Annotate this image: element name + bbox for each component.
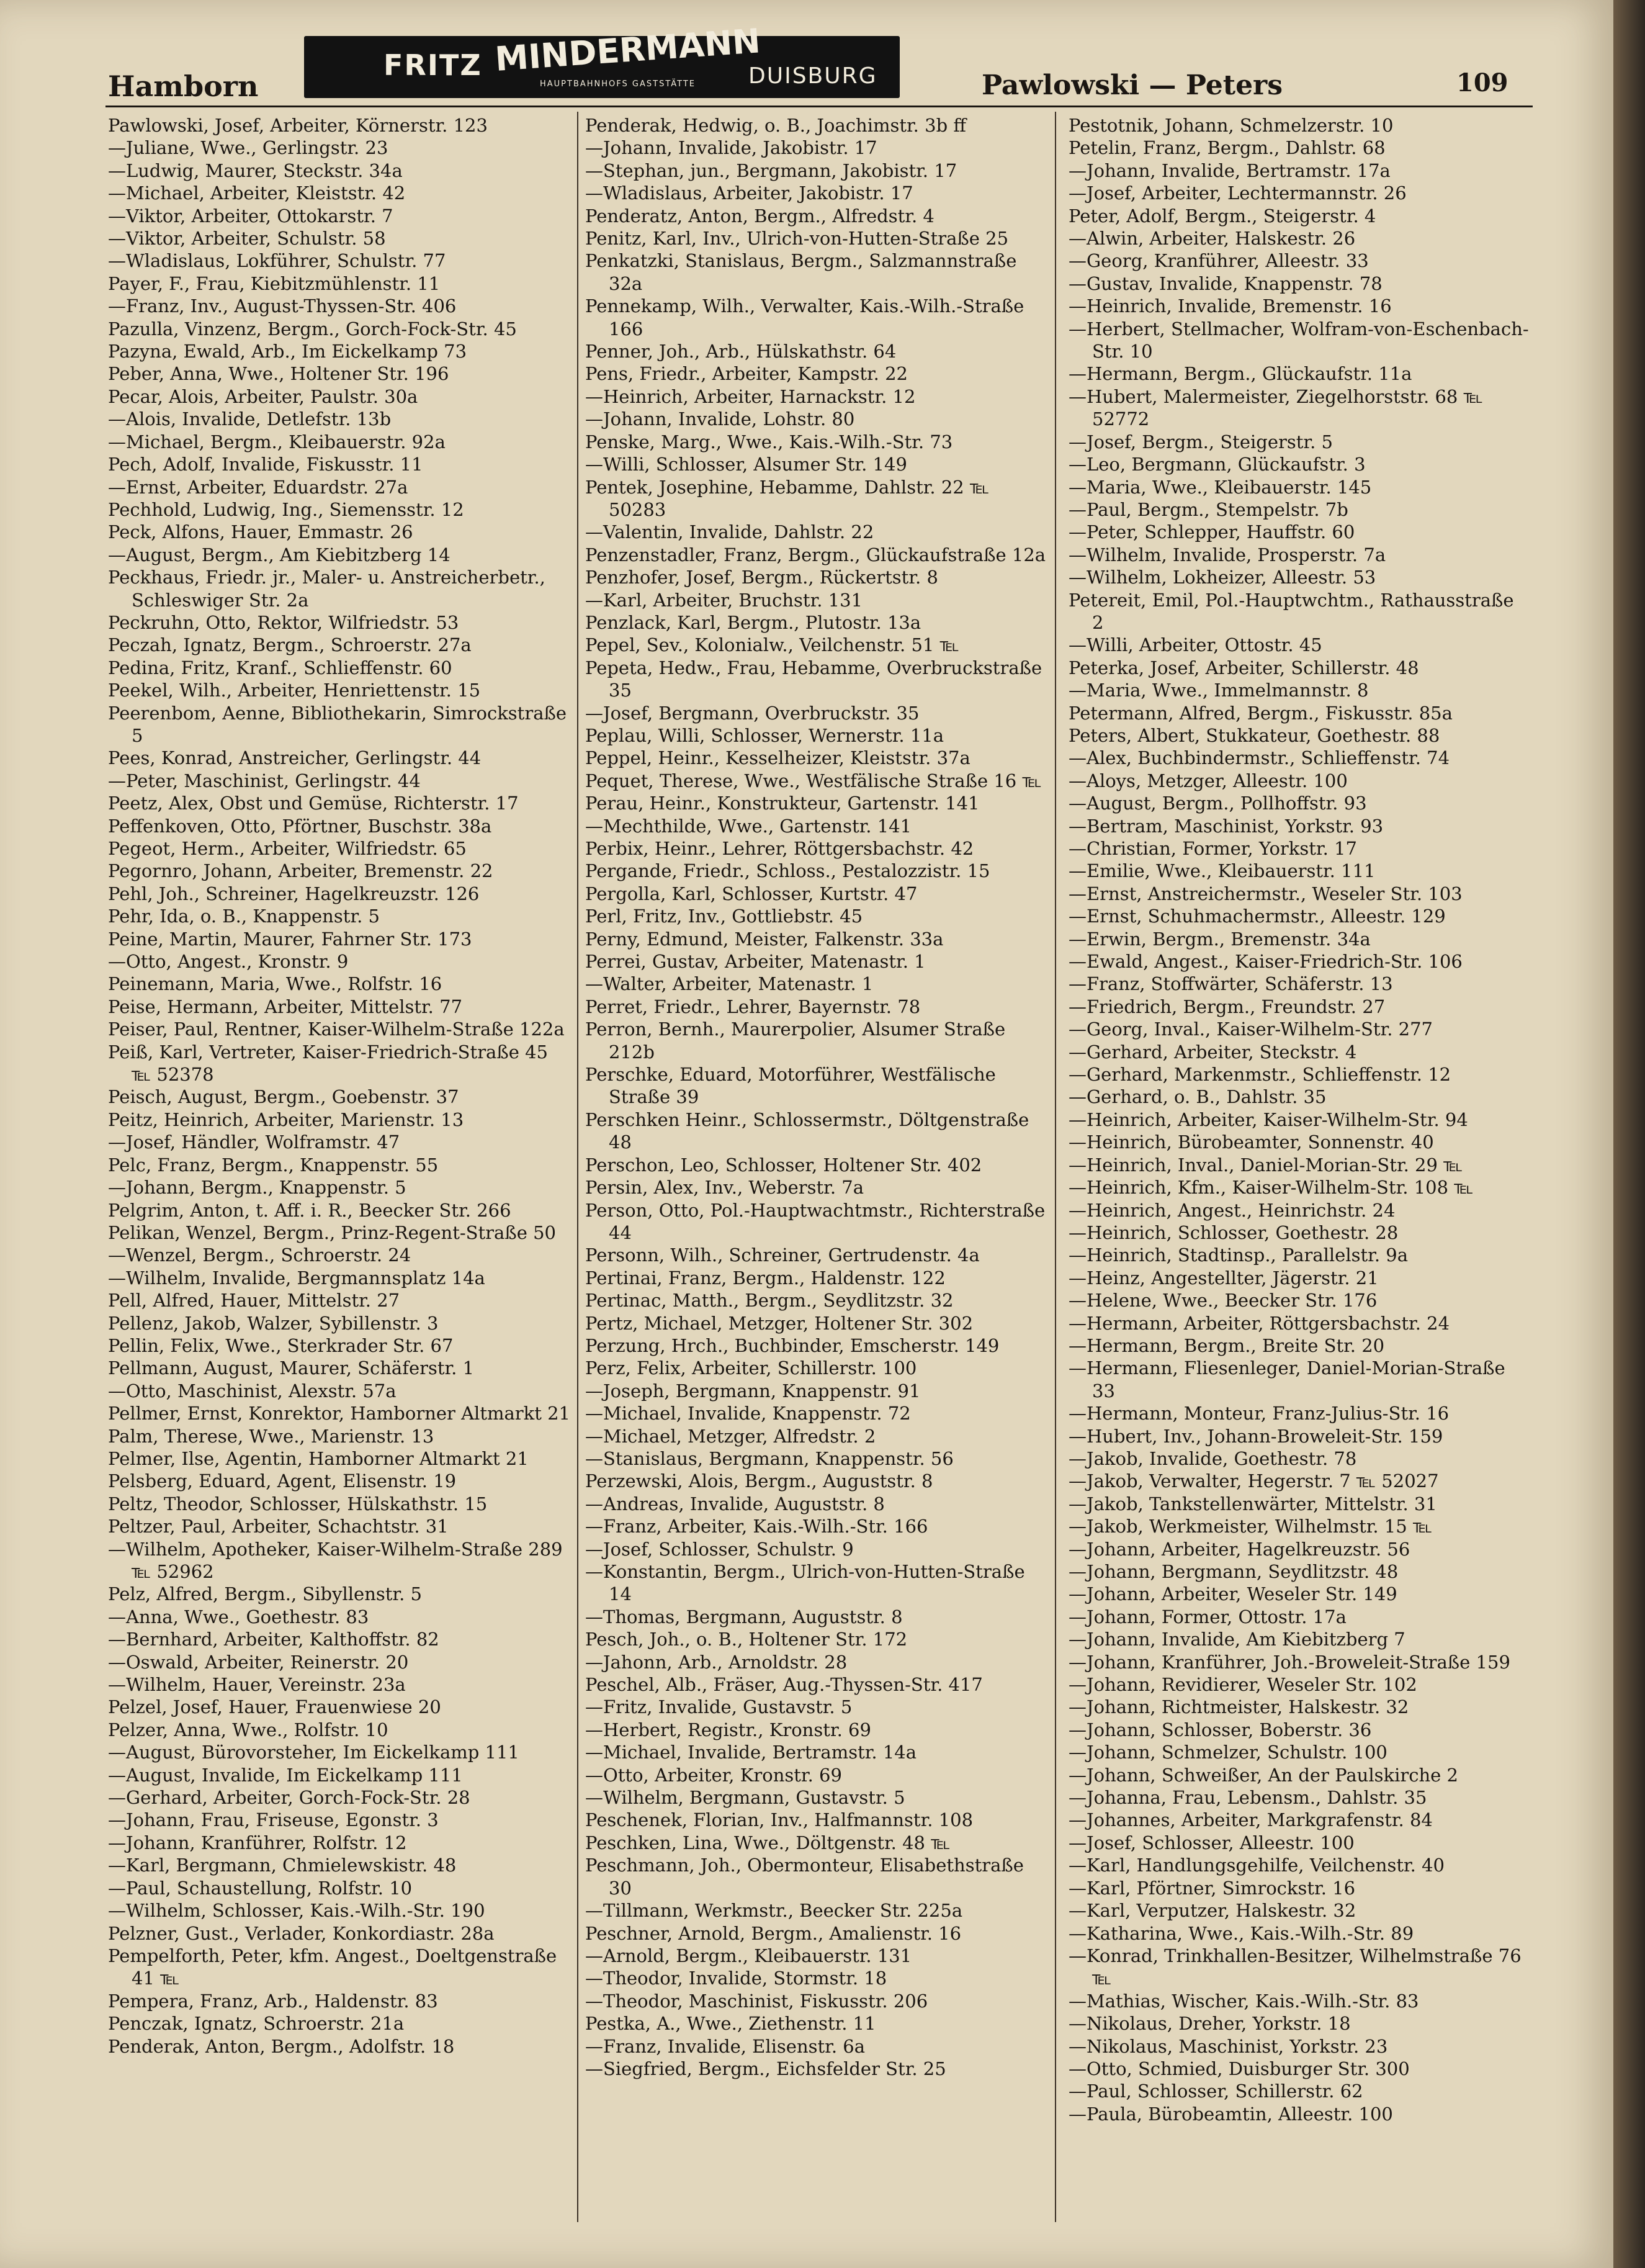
directory-entry: Pehl, Joh., Schreiner, Hagelkreuzstr. 126 — [108, 883, 480, 904]
directory-entry: Pellmer, Ernst, Konrektor, Hamborner Altmarkt 21 — [108, 1403, 570, 1424]
directory-entry: —Friedrich, Bergm., Freundstr. 27 — [1069, 996, 1386, 1017]
directory-entry: —Hubert, Inv., Johann-Broweleit-Str. 159 — [1069, 1425, 1443, 1447]
directory-entry: —Maria, Wwe., Immelmannstr. 8 — [1069, 680, 1369, 701]
directory-entry: —Hermann, Fliesenleger, Daniel-Morian-Straße 33 — [1069, 1357, 1505, 1402]
directory-entry: —Wladislaus, Lokführer, Schulstr. 77 — [108, 250, 446, 272]
directory-entry: —Viktor, Arbeiter, Ottokarstr. 7 — [108, 205, 393, 227]
directory-entry: —Herbert, Stellmacher, Wolfram-von-Eschenbach-Str. 10 — [1069, 318, 1529, 362]
directory-entry: —Heinrich, Stadtinsp., Parallelstr. 9a — [1069, 1244, 1409, 1266]
directory-entry: —Johann, Kranführer, Rolfstr. 12 — [108, 1832, 407, 1853]
directory-entry: —Peter, Maschinist, Gerlingstr. 44 — [108, 770, 421, 791]
directory-entry: —Gerhard, Arbeiter, Steckstr. 4 — [1069, 1041, 1357, 1063]
directory-entry: —Jakob, Tankstellenwärter, Mittelstr. 31 — [1069, 1493, 1437, 1514]
directory-entry: Peschmann, Joh., Obermonteur, Elisabethstraße 30 — [585, 1855, 1024, 1899]
directory-entry: —Franz, Arbeiter, Kais.-Wilh.-Str. 166 — [585, 1516, 928, 1537]
directory-entry: —Otto, Maschinist, Alexstr. 57a — [108, 1380, 397, 1402]
directory-entry: Pehr, Ida, o. B., Knappenstr. 5 — [108, 906, 380, 927]
directory-entry: —Heinrich, Arbeiter, Harnackstr. 12 — [585, 385, 916, 407]
directory-entry: —Theodor, Invalide, Stormstr. 18 — [585, 1968, 887, 1989]
directory-entry: —August, Invalide, Im Eickelkamp 111 — [108, 1764, 463, 1786]
directory-entry: —Hermann, Bergm., Breite Str. 20 — [1069, 1334, 1385, 1356]
directory-entry: Pequet, Therese, Wwe., Westfälische Straße 16 ℡ — [585, 770, 1042, 791]
directory-entry: —Erwin, Bergm., Bremenstr. 34a — [1069, 928, 1371, 950]
directory-entry: Pelzel, Josef, Hauer, Frauenwiese 20 — [108, 1696, 441, 1718]
directory-entry: —Karl, Verputzer, Halskestr. 32 — [1069, 1900, 1356, 1922]
directory-entry: Pens, Friedr., Arbeiter, Kampstr. 22 — [585, 363, 908, 385]
directory-entry: —Wilhelm, Apotheker, Kaiser-Wilhelm-Straße 289 ℡ 52962 — [108, 1538, 563, 1582]
banner-subline: HAUPTBAHNHOFS GASTSTÄTTE — [540, 79, 696, 89]
directory-entry: Pawlowski, Josef, Arbeiter, Körnerstr. 123 — [108, 115, 488, 136]
directory-entry: —Alwin, Arbeiter, Halskestr. 26 — [1069, 228, 1356, 250]
directory-entry: —Johann, Richtmeister, Halskestr. 32 — [1069, 1696, 1409, 1718]
directory-entry: —Ewald, Angest., Kaiser-Friedrich-Str. 106 — [1069, 951, 1463, 973]
directory-entry: —Johann, Arbeiter, Weseler Str. 149 — [1069, 1583, 1397, 1605]
directory-entry: Pesch, Joh., o. B., Holtener Str. 172 — [585, 1629, 908, 1650]
directory-entry: Pelmer, Ilse, Agentin, Hamborner Altmarkt 21 — [108, 1447, 529, 1469]
directory-entry: Peine, Martin, Maurer, Fahrner Str. 173 — [108, 928, 472, 950]
directory-entry: —Michael, Metzger, Alfredstr. 2 — [585, 1425, 876, 1447]
directory-entry: —Karl, Arbeiter, Bruchstr. 131 — [585, 589, 863, 611]
directory-entry: —Ernst, Arbeiter, Eduardstr. 27a — [108, 476, 408, 498]
directory-entry: Pegornro, Johann, Arbeiter, Bremenstr. 22 — [108, 860, 493, 882]
directory-entry: Peschenek, Florian, Inv., Halfmannstr. 108 — [585, 1809, 974, 1831]
directory-entry: —August, Bergm., Am Kiebitzberg 14 — [108, 544, 450, 565]
directory-entry: Pelsberg, Eduard, Agent, Elisenstr. 19 — [108, 1470, 457, 1492]
directory-entry: —Willi, Schlosser, Alsumer Str. 149 — [585, 454, 907, 475]
directory-entry: Pelz, Alfred, Bergm., Sibyllenstr. 5 — [108, 1583, 422, 1605]
directory-entry: Peiß, Karl, Vertreter, Kaiser-Friedrich-Straße 45 ℡ 52378 — [108, 1041, 548, 1086]
directory-entry: —Johanna, Frau, Lebensm., Dahlstr. 35 — [1069, 1787, 1427, 1809]
directory-entry: Perzung, Hrch., Buchbinder, Emscherstr. 149 — [585, 1334, 1000, 1356]
directory-entry: Peterka, Josef, Arbeiter, Schillerstr. 48 — [1069, 657, 1419, 678]
directory-entry: —Johann, Frau, Friseuse, Egonstr. 3 — [108, 1809, 439, 1831]
directory-entry: —Konstantin, Bergm., Ulrich-von-Hutten-Straße 14 — [585, 1561, 1025, 1605]
directory-entry: Peck, Alfons, Hauer, Emmastr. 26 — [108, 521, 413, 543]
column-divider — [1055, 112, 1056, 2222]
directory-entry: Peetz, Alex, Obst und Gemüse, Richterstr. 17 — [108, 793, 519, 814]
directory-entry: Peffenkoven, Otto, Pförtner, Buschstr. 38a — [108, 815, 492, 837]
directory-entry: —Nikolaus, Dreher, Yorkstr. 18 — [1069, 2013, 1351, 2035]
directory-entry: —Heinrich, Angest., Heinrichstr. 24 — [1069, 1199, 1396, 1221]
advertisement-banner — [304, 21, 900, 98]
directory-entry: —Hermann, Monteur, Franz-Julius-Str. 16 — [1069, 1403, 1450, 1424]
directory-entry: Peise, Hermann, Arbeiter, Mittelstr. 77 — [108, 996, 463, 1017]
directory-entry: Pentek, Josephine, Hebamme, Dahlstr. 22 ℡ 50283 — [585, 476, 990, 520]
directory-entry: —Aloys, Metzger, Alleestr. 100 — [1069, 770, 1348, 791]
directory-entry: —Michael, Bergm., Kleibauerstr. 92a — [108, 431, 446, 452]
header-rule — [105, 106, 1533, 107]
directory-column-2 — [585, 114, 1047, 2080]
directory-entry: —Johann, Invalide, Am Kiebitzberg 7 — [1069, 1629, 1405, 1650]
directory-entry: —Ernst, Anstreichermstr., Weseler Str. 103 — [1069, 883, 1463, 904]
directory-entry: —Michael, Invalide, Bertramstr. 14a — [585, 1742, 917, 1763]
directory-entry: Petermann, Alfred, Bergm., Fiskusstr. 85a — [1069, 702, 1453, 724]
directory-entry: Peschel, Alb., Fräser, Aug.-Thyssen-Str. 417 — [585, 1674, 983, 1696]
directory-entry: Perbix, Heinr., Lehrer, Röttgersbachstr. 42 — [585, 838, 974, 859]
directory-entry: —August, Bergm., Pollhoffstr. 93 — [1069, 793, 1367, 814]
directory-entry: —Joseph, Bergmann, Knappenstr. 91 — [585, 1380, 921, 1402]
directory-entry: —Katharina, Wwe., Kais.-Wilh.-Str. 89 — [1069, 1922, 1414, 1944]
directory-entry: Perschon, Leo, Schlosser, Holtener Str. 402 — [585, 1154, 982, 1176]
directory-entry: Pees, Konrad, Anstreicher, Gerlingstr. 44 — [108, 747, 482, 769]
directory-entry: —Emilie, Wwe., Kleibauerstr. 111 — [1069, 860, 1376, 882]
directory-entry: Pell, Alfred, Hauer, Mittelstr. 27 — [108, 1290, 400, 1312]
directory-entry: Pelgrim, Anton, t. Aff. i. R., Beecker Str. 266 — [108, 1199, 511, 1221]
directory-entry: Perz, Felix, Arbeiter, Schillerstr. 100 — [585, 1357, 917, 1379]
directory-entry: —Leo, Bergmann, Glückaufstr. 3 — [1069, 454, 1366, 475]
directory-entry: Peplau, Willi, Schlosser, Wernerstr. 11a — [585, 724, 944, 746]
directory-entry: —Paula, Bürobeamtin, Alleestr. 100 — [1069, 2103, 1393, 2125]
directory-entry: Pennekamp, Wilh., Verwalter, Kais.-Wilh.-Straße 166 — [585, 295, 1024, 340]
directory-entry: Pecar, Alois, Arbeiter, Paulstr. 30a — [108, 385, 418, 407]
directory-entry: Pergolla, Karl, Schlosser, Kurtstr. 47 — [585, 883, 918, 904]
directory-entry: —Theodor, Maschinist, Fiskusstr. 206 — [585, 1990, 928, 2012]
directory-entry: Perny, Edmund, Meister, Falkenstr. 33a — [585, 928, 944, 950]
directory-entry: —Johann, Invalide, Lohstr. 80 — [585, 408, 855, 430]
directory-entry: Perzewski, Alois, Bergm., Auguststr. 8 — [585, 1470, 933, 1492]
directory-entry: Pertinac, Matth., Bergm., Seydlitzstr. 32 — [585, 1290, 954, 1312]
directory-entry: —Viktor, Arbeiter, Schulstr. 58 — [108, 228, 386, 250]
directory-column-1 — [108, 114, 570, 2058]
directory-entry: Penzhofer, Josef, Bergm., Rückertstr. 8 — [585, 567, 938, 588]
directory-entry: —Wilhelm, Bergmann, Gustavstr. 5 — [585, 1787, 905, 1809]
directory-entry: —Johann, Invalide, Jakobistr. 17 — [585, 137, 877, 159]
directory-entry: —Herbert, Registr., Kronstr. 69 — [585, 1719, 871, 1740]
directory-entry: Pazyna, Ewald, Arb., Im Eickelkamp 73 — [108, 341, 467, 362]
directory-entry: Penczak, Ignatz, Schroerstr. 21a — [108, 2013, 405, 2035]
directory-entry: —Wilhelm, Lokheizer, Alleestr. 53 — [1069, 567, 1376, 588]
directory-entry: —Otto, Arbeiter, Kronstr. 69 — [585, 1764, 842, 1786]
directory-entry: Pellin, Felix, Wwe., Sterkrader Str. 67 — [108, 1334, 454, 1356]
directory-entry: —Josef, Arbeiter, Lechtermannstr. 26 — [1069, 182, 1407, 204]
directory-entry: Pegeot, Herm., Arbeiter, Wilfriedstr. 65 — [108, 838, 467, 859]
directory-entry: Pestotnik, Johann, Schmelzerstr. 10 — [1069, 115, 1394, 136]
directory-entry: —Siegfried, Bergm., Eichsfelder Str. 25 — [585, 2058, 946, 2079]
directory-entry: Palm, Therese, Wwe., Marienstr. 13 — [108, 1425, 434, 1447]
directory-entry: Pergande, Friedr., Schloss., Pestalozzistr. 15 — [585, 860, 990, 882]
directory-entry: —Heinrich, Bürobeamter, Sonnenstr. 40 — [1069, 1132, 1434, 1153]
directory-entry: Penderak, Hedwig, o. B., Joachimstr. 3b ff — [585, 115, 966, 136]
directory-entry: —Johann, Bergmann, Seydlitzstr. 48 — [1069, 1561, 1399, 1582]
directory-entry: —Gerhard, Arbeiter, Gorch-Fock-Str. 28 — [108, 1787, 470, 1809]
directory-entry: Pellmann, August, Maurer, Schäferstr. 1 — [108, 1357, 475, 1379]
directory-entry: —Josef, Schlosser, Alleestr. 100 — [1069, 1832, 1355, 1853]
directory-entry: Personn, Wilh., Schreiner, Gertrudenstr. 4a — [585, 1244, 980, 1266]
directory-entry: —Gerhard, Markenmstr., Schlieffenstr. 12 — [1069, 1064, 1451, 1086]
directory-entry: —Johann, Invalide, Bertramstr. 17a — [1069, 160, 1391, 181]
directory-entry: —Otto, Schmied, Duisburger Str. 300 — [1069, 2058, 1410, 2079]
directory-entry: —Paul, Schaustellung, Rolfstr. 10 — [108, 1877, 413, 1899]
directory-entry: —Thomas, Bergmann, Auguststr. 8 — [585, 1606, 903, 1627]
directory-entry: Peckruhn, Otto, Rektor, Wilfriedstr. 53 — [108, 611, 459, 633]
directory-entry: Perron, Bernh., Maurerpolier, Alsumer Straße 212b — [585, 1019, 1006, 1063]
directory-entry: Penzenstadler, Franz, Bergm., Glückaufstraße 12a — [585, 544, 1046, 565]
directory-entry: —Karl, Bergmann, Chmielewskistr. 48 — [108, 1855, 457, 1876]
directory-entry: —Fritz, Invalide, Gustavstr. 5 — [585, 1696, 853, 1718]
directory-entry: —Ernst, Schuhmachermstr., Alleestr. 129 — [1069, 906, 1446, 927]
directory-entry: —Johannes, Arbeiter, Markgrafenstr. 84 — [1069, 1809, 1433, 1831]
directory-entry: Peinemann, Maria, Wwe., Rolfstr. 16 — [108, 973, 442, 995]
directory-entry: Pazulla, Vinzenz, Bergm., Gorch-Fock-Str. 45 — [108, 318, 517, 340]
directory-entry: —Michael, Arbeiter, Kleiststr. 42 — [108, 182, 406, 204]
directory-entry: —Maria, Wwe., Kleibauerstr. 145 — [1069, 476, 1372, 498]
directory-entry: —Wilhelm, Invalide, Prosperstr. 7a — [1069, 544, 1386, 565]
directory-entry: —Peter, Schlepper, Hauffstr. 60 — [1069, 521, 1355, 543]
directory-entry: —Hubert, Malermeister, Ziegelhorststr. 68 ℡ 52772 — [1069, 385, 1483, 430]
directory-entry: —Christian, Former, Yorkstr. 17 — [1069, 838, 1357, 859]
banner-word3: DUISBURG — [748, 63, 877, 89]
directory-entry: —Bernhard, Arbeiter, Kalthoffstr. 82 — [108, 1629, 439, 1650]
directory-entry: Pempelforth, Peter, kfm. Angest., Doeltgenstraße 41 ℡ — [108, 1945, 557, 1989]
directory-entry: —Johann, Former, Ottostr. 17a — [1069, 1606, 1347, 1627]
directory-entry: —Michael, Invalide, Knappenstr. 72 — [585, 1403, 911, 1424]
directory-entry: —Josef, Händler, Wolframstr. 47 — [108, 1132, 400, 1153]
directory-entry: —Jakob, Invalide, Goethestr. 78 — [1069, 1447, 1357, 1469]
directory-entry: Perl, Fritz, Inv., Gottliebstr. 45 — [585, 906, 863, 927]
directory-entry: Peppel, Heinr., Kesselheizer, Kleiststr. 37a — [585, 747, 970, 769]
directory-entry: —Franz, Invalide, Elisenstr. 6a — [585, 2035, 866, 2057]
directory-entry: —Jakob, Verwalter, Hegerstr. 7 ℡ 52027 — [1069, 1470, 1439, 1492]
directory-entry: —Wilhelm, Schlosser, Kais.-Wilh.-Str. 190 — [108, 1900, 485, 1922]
directory-entry: —August, Bürovorsteher, Im Eickelkamp 111 — [108, 1742, 519, 1763]
directory-entry: Peltz, Theodor, Schlosser, Hülskathstr. 15 — [108, 1493, 488, 1514]
directory-entry: Peschner, Arnold, Bergm., Amalienstr. 16 — [585, 1922, 962, 1944]
directory-entry: —Arnold, Bergm., Kleibauerstr. 131 — [585, 1945, 912, 1966]
directory-entry: —Johann, Schmelzer, Schulstr. 100 — [1069, 1742, 1387, 1763]
book-spine — [1613, 0, 1645, 2268]
directory-entry: Pertz, Michael, Metzger, Holtener Str. 302 — [585, 1312, 974, 1334]
column-divider — [577, 112, 578, 2222]
directory-entry: —Jakob, Werkmeister, Wilhelmstr. 15 ℡ — [1069, 1516, 1433, 1537]
directory-entry: Perret, Friedr., Lehrer, Bayernstr. 78 — [585, 996, 921, 1017]
directory-entry: —Johann, Revidierer, Weseler Str. 102 — [1069, 1674, 1417, 1696]
directory-entry: —Anna, Wwe., Goethestr. 83 — [108, 1606, 369, 1627]
directory-entry: Perrei, Gustav, Arbeiter, Matenastr. 1 — [585, 951, 926, 973]
directory-entry: —Stanislaus, Bergmann, Knappenstr. 56 — [585, 1447, 954, 1469]
directory-entry: Penderatz, Anton, Bergm., Alfredstr. 4 — [585, 205, 935, 227]
directory-entry: Peerenbom, Aenne, Bibliothekarin, Simrockstraße 5 — [108, 702, 567, 746]
directory-entry: Peter, Adolf, Bergm., Steigerstr. 4 — [1069, 205, 1376, 227]
directory-entry: Perschken Heinr., Schlossermstr., Döltgenstraße 48 — [585, 1109, 1029, 1153]
directory-entry: —Gerhard, o. B., Dahlstr. 35 — [1069, 1086, 1327, 1108]
directory-entry: Penitz, Karl, Inv., Ulrich-von-Hutten-Straße 25 — [585, 228, 1009, 250]
directory-entry: —Karl, Pförtner, Simrockstr. 16 — [1069, 1877, 1356, 1899]
header-city: Hamborn — [108, 70, 259, 103]
directory-entry: —Georg, Kranführer, Alleestr. 33 — [1069, 250, 1369, 272]
directory-entry: —Gustav, Invalide, Knappenstr. 78 — [1069, 272, 1383, 294]
directory-entry: —Heinrich, Arbeiter, Kaiser-Wilhelm-Str. 94 — [1069, 1109, 1468, 1130]
directory-entry: Penzlack, Karl, Bergm., Plutostr. 13a — [585, 611, 921, 633]
directory-entry: —Josef, Schlosser, Schulstr. 9 — [585, 1538, 854, 1560]
directory-entry: —Johann, Bergm., Knappenstr. 5 — [108, 1177, 406, 1199]
directory-entry: —Jahonn, Arb., Arnoldstr. 28 — [585, 1651, 848, 1673]
directory-entry: Perau, Heinr., Konstrukteur, Gartenstr. 141 — [585, 793, 980, 814]
directory-entry: Pech, Adolf, Invalide, Fiskusstr. 11 — [108, 454, 423, 475]
directory-entry: Penderak, Anton, Bergm., Adolfstr. 18 — [108, 2035, 455, 2057]
directory-entry: —Hermann, Bergm., Glückaufstr. 11a — [1069, 363, 1412, 385]
directory-entry: —Franz, Inv., August-Thyssen-Str. 406 — [108, 295, 457, 317]
directory-entry: —Paul, Schlosser, Schillerstr. 62 — [1069, 2081, 1363, 2102]
directory-entry: Perschke, Eduard, Motorführer, Westfälische Straße 39 — [585, 1064, 996, 1108]
directory-entry: Pedina, Fritz, Kranf., Schlieffenstr. 60 — [108, 657, 452, 678]
directory-entry: —Otto, Angest., Kronstr. 9 — [108, 951, 349, 973]
directory-entry: Peekel, Wilh., Arbeiter, Henriettenstr. 15 — [108, 680, 481, 701]
directory-entry: —Mechthilde, Wwe., Gartenstr. 141 — [585, 815, 912, 837]
directory-entry: —Josef, Bergmann, Overbruckstr. 35 — [585, 702, 920, 724]
directory-entry: —Franz, Stoffwärter, Schäferstr. 13 — [1069, 973, 1393, 995]
directory-entry: —Heinrich, Invalide, Bremenstr. 16 — [1069, 295, 1392, 317]
directory-entry: Peters, Albert, Stukkateur, Goethestr. 88 — [1069, 724, 1440, 746]
banner-word1: FRITZ — [383, 48, 482, 82]
directory-entry: —Georg, Inval., Kaiser-Wilhelm-Str. 277 — [1069, 1019, 1433, 1040]
directory-entry: Peisch, August, Bergm., Goebenstr. 37 — [108, 1086, 459, 1108]
directory-entry: —Mathias, Wischer, Kais.-Wilh.-Str. 83 — [1069, 1990, 1419, 2012]
directory-entry: Peltzer, Paul, Arbeiter, Schachtstr. 31 — [108, 1516, 449, 1537]
directory-entry: —Ludwig, Maurer, Steckstr. 34a — [108, 160, 403, 181]
directory-entry: —Tillmann, Werkmstr., Beecker Str. 225a — [585, 1900, 963, 1922]
header-range: Pawlowski — Peters — [982, 70, 1283, 101]
directory-entry: —Johann, Schweißer, An der Paulskirche 2 — [1069, 1764, 1458, 1786]
directory-entry: Pellenz, Jakob, Walzer, Sybillenstr. 3 — [108, 1312, 439, 1334]
directory-entry: —Josef, Bergm., Steigerstr. 5 — [1069, 431, 1333, 452]
directory-entry: Penner, Joh., Arb., Hülskathstr. 64 — [585, 341, 897, 362]
directory-entry: —Johann, Arbeiter, Hagelkreuzstr. 56 — [1069, 1538, 1410, 1560]
directory-entry: Pepel, Sev., Kolonialw., Veilchenstr. 51 ℡ — [585, 634, 959, 656]
directory-entry: Pestka, A., Wwe., Ziethenstr. 11 — [585, 2013, 876, 2035]
directory-entry: —Hermann, Arbeiter, Röttgersbachstr. 24 — [1069, 1312, 1450, 1334]
directory-entry: —Alex, Buchbindermstr., Schlieffenstr. 74 — [1069, 747, 1450, 769]
directory-entry: —Andreas, Invalide, Auguststr. 8 — [585, 1493, 885, 1514]
directory-entry: Persin, Alex, Inv., Weberstr. 7a — [585, 1177, 864, 1199]
directory-entry: —Karl, Handlungsgehilfe, Veilchenstr. 40 — [1069, 1855, 1445, 1876]
directory-entry: —Nikolaus, Maschinist, Yorkstr. 23 — [1069, 2035, 1388, 2057]
directory-entry: —Helene, Wwe., Beecker Str. 176 — [1069, 1290, 1378, 1312]
directory-entry: —Heinz, Angestellter, Jägerstr. 21 — [1069, 1267, 1379, 1289]
directory-entry: Petereit, Emil, Pol.-Hauptwchtm., Rathausstraße 2 — [1069, 589, 1514, 633]
directory-entry: —Heinrich, Inval., Daniel-Morian-Str. 29 ℡ — [1069, 1154, 1463, 1176]
directory-entry: —Walter, Arbeiter, Matenastr. 1 — [585, 973, 874, 995]
directory-entry: Petelin, Franz, Bergm., Dahlstr. 68 — [1069, 137, 1386, 159]
directory-entry: —Valentin, Invalide, Dahlstr. 22 — [585, 521, 874, 543]
directory-entry: Pempera, Franz, Arb., Haldenstr. 83 — [108, 1990, 438, 2012]
directory-entry: Peitz, Heinrich, Arbeiter, Marienstr. 13 — [108, 1109, 464, 1130]
directory-entry: —Johann, Schlosser, Boberstr. 36 — [1069, 1719, 1372, 1740]
directory-entry: Person, Otto, Pol.-Hauptwachtmstr., Richterstraße 44 — [585, 1199, 1046, 1243]
page-number: 109 — [1456, 68, 1508, 97]
directory-entry: Pechhold, Ludwig, Ing., Siemensstr. 12 — [108, 498, 464, 520]
directory-entry: Pelikan, Wenzel, Bergm., Prinz-Regent-Straße 50 — [108, 1222, 556, 1243]
directory-entry: Pepeta, Hedw., Frau, Hebamme, Overbruckstraße 35 — [585, 657, 1042, 701]
directory-entry: Penske, Marg., Wwe., Kais.-Wilh.-Str. 73 — [585, 431, 953, 452]
banner-word2: MINDERMANN — [493, 21, 762, 79]
directory-entry: —Bertram, Maschinist, Yorkstr. 93 — [1069, 815, 1384, 837]
directory-column-3 — [1069, 114, 1531, 2125]
directory-entry: —Juliane, Wwe., Gerlingstr. 23 — [108, 137, 388, 159]
directory-entry: —Wilhelm, Invalide, Bergmannsplatz 14a — [108, 1267, 485, 1289]
directory-entry: —Alois, Invalide, Detlefstr. 13b — [108, 408, 392, 430]
directory-entry: Pertinai, Franz, Bergm., Haldenstr. 122 — [585, 1267, 946, 1289]
directory-entry: Penkatzki, Stanislaus, Bergm., Salzmannstraße 32a — [585, 250, 1017, 294]
directory-entry: —Johann, Kranführer, Joh.-Broweleit-Straße 159 — [1069, 1651, 1510, 1673]
directory-entry: Pelc, Franz, Bergm., Knappenstr. 55 — [108, 1154, 439, 1176]
directory-entry: Pelzner, Gust., Verlader, Konkordiastr. 28a — [108, 1922, 495, 1944]
directory-entry: —Heinrich, Schlosser, Goethestr. 28 — [1069, 1222, 1399, 1243]
directory-entry: —Paul, Bergm., Stempelstr. 7b — [1069, 498, 1348, 520]
directory-entry: —Konrad, Trinkhallen-Besitzer, Wilhelmstraße 76 ℡ — [1069, 1945, 1522, 1989]
directory-entry: Peczah, Ignatz, Bergm., Schroerstr. 27a — [108, 634, 472, 656]
directory-entry: —Willi, Arbeiter, Ottostr. 45 — [1069, 634, 1322, 656]
directory-entry: Pelzer, Anna, Wwe., Rolfstr. 10 — [108, 1719, 388, 1740]
directory-entry: —Oswald, Arbeiter, Reinerstr. 20 — [108, 1651, 409, 1673]
directory-entry: Payer, F., Frau, Kiebitzmühlenstr. 11 — [108, 272, 441, 294]
directory-entry: Peckhaus, Friedr. jr., Maler- u. Anstreicherbetr., Schleswiger Str. 2a — [108, 567, 545, 611]
directory-entry: Peiser, Paul, Rentner, Kaiser-Wilhelm-Straße 122a — [108, 1019, 565, 1040]
directory-entry: —Heinrich, Kfm., Kaiser-Wilhelm-Str. 108 ℡ — [1069, 1177, 1474, 1199]
directory-entry: —Stephan, jun., Bergmann, Jakobistr. 17 — [585, 160, 957, 181]
directory-entry: Peschken, Lina, Wwe., Döltgenstr. 48 ℡ — [585, 1832, 951, 1853]
directory-entry: —Wladislaus, Arbeiter, Jakobistr. 17 — [585, 182, 913, 204]
directory-entry: —Wilhelm, Hauer, Vereinstr. 23a — [108, 1674, 406, 1696]
directory-entry: Peber, Anna, Wwe., Holtener Str. 196 — [108, 363, 449, 385]
directory-entry: —Wenzel, Bergm., Schroerstr. 24 — [108, 1244, 411, 1266]
